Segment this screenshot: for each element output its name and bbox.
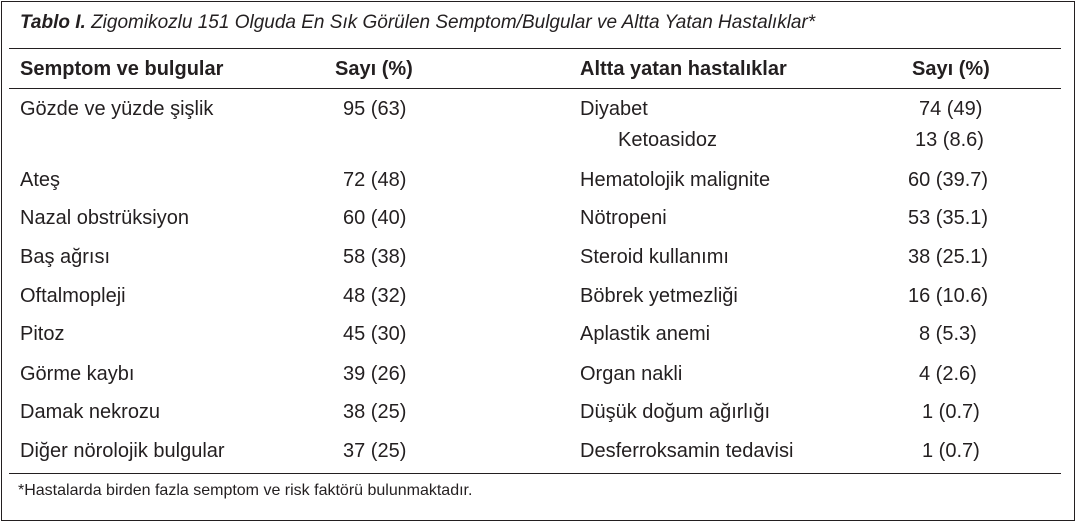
header-symptoms: Semptom ve bulgular [20, 58, 224, 80]
symptom-value: 72 (48) [343, 169, 407, 191]
disease-label: Desferroksamin tedavisi [580, 440, 794, 462]
header-bottom-rule [9, 88, 1061, 89]
disease-value: 1 (0.7) [922, 440, 980, 462]
symptom-value: 45 (30) [343, 323, 407, 345]
disease-value: 1 (0.7) [922, 401, 980, 423]
symptom-value: 38 (25) [343, 401, 407, 423]
disease-value: 4 (2.6) [919, 363, 977, 385]
symptom-value: 60 (40) [343, 207, 407, 229]
header-diseases: Altta yatan hastalıklar [580, 58, 787, 80]
disease-value: 53 (35.1) [908, 207, 989, 229]
symptom-value: 58 (38) [343, 246, 407, 268]
disease-sub-label: Ketoasidoz [618, 129, 717, 151]
disease-label: Hematolojik malignite [580, 169, 771, 191]
table-footnote: *Hastalarda birden fazla semptom ve risk faktörü bulunmaktadır. [18, 482, 473, 499]
symptom-value: 37 (25) [343, 440, 407, 462]
disease-label: Aplastik anemi [580, 323, 711, 345]
disease-value: 8 (5.3) [919, 323, 977, 345]
symptom-label: Görme kaybı [20, 363, 135, 385]
disease-value: 60 (39.7) [908, 169, 989, 191]
caption-label: Tablo I. [20, 12, 86, 33]
header-symptoms-count: Sayı (%) [335, 58, 413, 80]
symptom-label: Gözde ve yüzde şişlik [20, 98, 214, 120]
symptom-value: 48 (32) [343, 285, 407, 307]
table-caption [20, 12, 815, 34]
disease-label: Düşük doğum ağırlığı [580, 401, 771, 423]
symptom-label: Ateş [20, 169, 61, 191]
symptom-label: Damak nekrozu [20, 401, 161, 423]
symptom-label: Diğer nörolojik bulgular [20, 440, 225, 462]
disease-label: Diyabet [580, 98, 648, 120]
symptom-value: 95 (63) [343, 98, 407, 120]
disease-label: Steroid kullanımı [580, 246, 729, 268]
symptom-label: Pitoz [20, 323, 65, 345]
disease-value: 38 (25.1) [908, 246, 989, 268]
header-top-rule [9, 48, 1061, 49]
symptom-label: Oftalmopleji [20, 285, 126, 307]
header-diseases-count: Sayı (%) [912, 58, 990, 80]
disease-value: 74 (49) [919, 98, 983, 120]
symptom-label: Nazal obstrüksiyon [20, 207, 189, 229]
disease-label: Organ nakli [580, 363, 683, 385]
disease-label: Nötropeni [580, 207, 667, 229]
table-bottom-rule [9, 473, 1061, 474]
caption-text: Zigomikozlu 151 Olguda En Sık Görülen Semptom/Bulgular ve Altta Yatan Hastalıklar* [91, 12, 816, 33]
disease-sub-value: 13 (8.6) [915, 129, 984, 151]
symptom-value: 39 (26) [343, 363, 407, 385]
disease-label: Böbrek yetmezliği [580, 285, 738, 307]
disease-value: 16 (10.6) [908, 285, 989, 307]
symptom-label: Baş ağrısı [20, 246, 111, 268]
